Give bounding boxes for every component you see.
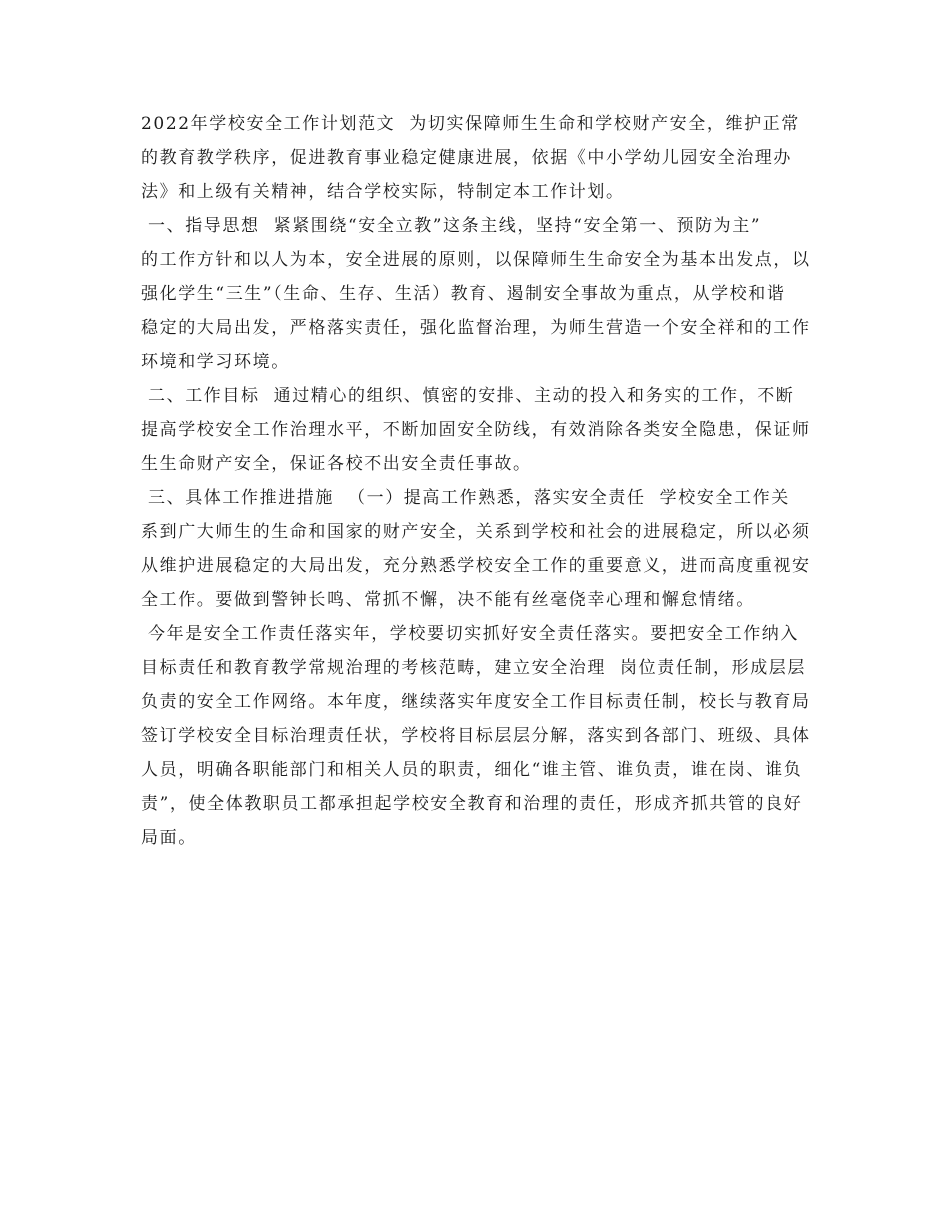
document-line: 局面。: [141, 828, 197, 848]
document-line: 环境和学习环境。: [141, 352, 290, 372]
document-line: 稳定的大局出发，严格落实责任，强化监督治理，为师生营造一个安全祥和的工作: [141, 318, 811, 338]
document-line: 2022年学校安全工作计划范文 为切实保障师生生命和学校财产安全，维护正常: [141, 114, 800, 134]
document-line: 今年是安全工作责任落实年，学校要切实抓好安全责任落实。要把安全工作纳入: [141, 624, 800, 644]
document-line: 一、指导思想 紧紧围绕“安全立教”这条主线，坚持“安全第一、预防为主”: [141, 216, 762, 236]
document-line: 签订学校安全目标治理责任状，学校将目标层层分解，落实到各部门、班级、具体: [141, 726, 811, 746]
document-line: 从维护进展稳定的大局出发，充分熟悉学校安全工作的重要意义，进而高度重视安: [141, 556, 811, 576]
document-line: 人员，明确各职能部门和相关人员的职责，细化“谁主管、谁负责，谁在岗、谁负: [141, 760, 803, 780]
document-line: 二、工作目标 通过精心的组织、慎密的安排、主动的投入和务实的工作，不断: [141, 386, 795, 406]
document-line: 法》和上级有关精神，结合学校实际，特制定本工作计划。: [141, 182, 625, 202]
document-line: 强化学生“三生”（生命、生存、生活）教育、遏制安全事故为重点，从学校和谐: [141, 284, 786, 304]
document-line: 系到广大师生的生命和国家的财产安全，关系到学校和社会的进展稳定，所以必须: [141, 522, 811, 542]
document-line: 生生命财产安全，保证各校不出安全责任事故。: [141, 454, 532, 474]
document-line: 三、具体工作推进措施 （一）提高工作熟悉，落实安全责任 学校安全工作关: [141, 488, 790, 508]
document-line: 提高学校安全工作治理水平，不断加固安全防线，有效消除各类安全隐患，保证师: [141, 420, 811, 440]
document-line: 的工作方针和以人为本，安全进展的原则，以保障师生生命安全为基本出发点，以: [141, 250, 811, 270]
document-line: 责”，使全体教职员工都承担起学校安全教育和治理的责任，形成齐抓共管的良好: [141, 794, 803, 814]
document-line: 目标责任和教育教学常规治理的考核范畴，建立安全治理 岗位责任制，形成层层: [141, 658, 807, 678]
document-line: 全工作。要做到警钟长鸣、常抓不懈，决不能有丝毫侥幸心理和懈怠情绪。: [141, 590, 755, 610]
document-line: 负责的安全工作网络。本年度，继续落实年度安全工作目标责任制，校长与教育局: [141, 692, 811, 712]
document-body: [141, 107, 813, 855]
document-line: 的教育教学秩序，促进教育事业稳定健康进展，依据《中小学幼儿园安全治理办: [141, 148, 792, 168]
